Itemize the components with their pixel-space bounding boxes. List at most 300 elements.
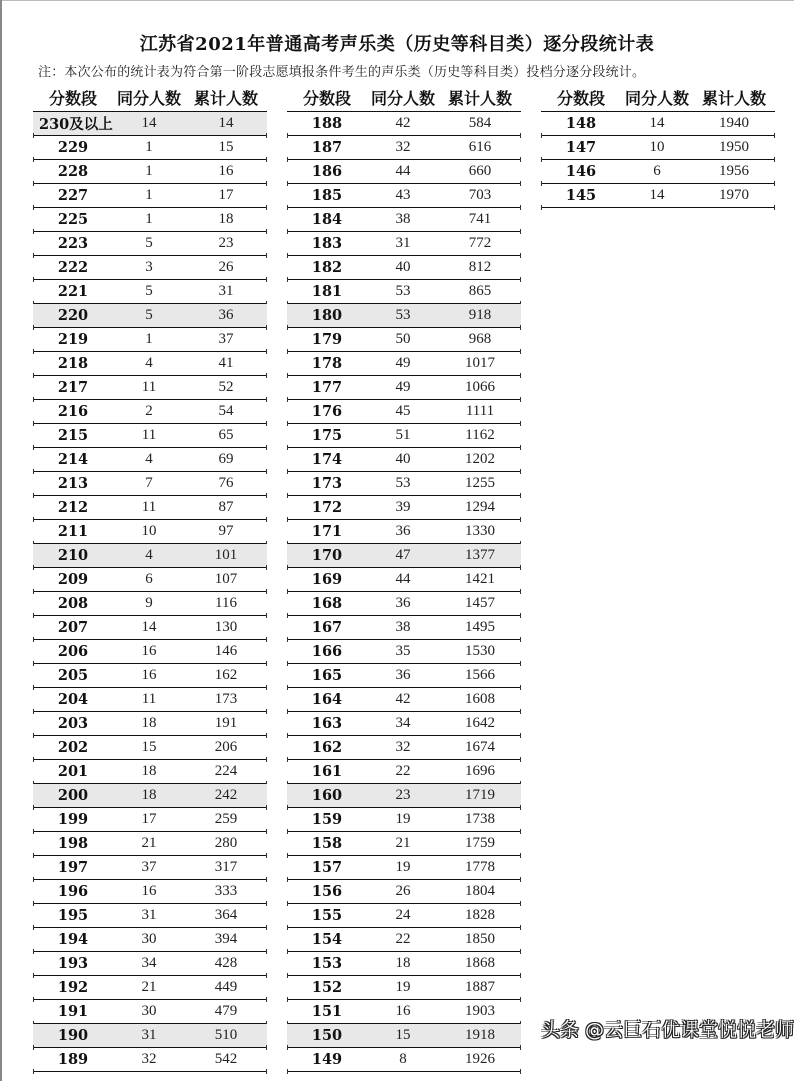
count-cell: 9 [145,595,153,611]
score-cell: 215 [57,427,89,444]
count-cell: 49 [395,379,411,395]
score-cell: 206 [57,643,89,660]
score-cell: 221 [57,283,89,300]
table-row [287,856,521,880]
score-cell: 182 [311,259,343,276]
count-cell: 36 [395,523,411,539]
cumulative-cell: 107 [214,571,238,587]
table-row [287,376,521,400]
count-cell: 15 [141,739,157,755]
cumulative-cell: 1719 [465,787,495,803]
count-cell: 30 [141,1003,157,1019]
count-cell: 49 [395,355,411,371]
count-cell: 32 [395,739,411,755]
table-row [287,880,521,904]
count-cell: 19 [395,979,411,995]
count-cell: 10 [649,139,665,155]
table-row [33,184,267,208]
count-cell: 40 [395,451,411,467]
count-cell: 18 [395,955,411,971]
score-cell: 163 [311,715,343,732]
count-cell: 36 [395,595,411,611]
count-cell: 1 [145,331,153,347]
cumulative-cell: 76 [218,475,234,491]
table-row [287,352,521,376]
table-row [33,568,267,592]
count-cell: 11 [141,427,157,443]
count-cell: 8 [399,1051,407,1067]
table-row [287,184,521,208]
score-cell: 168 [311,595,343,612]
score-cell: 199 [57,811,89,828]
score-cell: 180 [311,307,343,324]
count-cell: 21 [395,835,411,851]
cumulative-cell: 1421 [465,571,495,587]
cumulative-cell: 1903 [465,1003,495,1019]
count-cell: 2 [145,403,153,419]
table-row [33,160,267,184]
count-cell: 44 [395,571,411,587]
document-note: 注：本次公布的统计表为符合第一阶段志愿填报条件考生的声乐类（历史等科目类）投档分逐分段统计。 [38,65,646,80]
count-cell: 5 [145,283,153,299]
count-cell: 4 [145,355,153,371]
count-cell: 26 [395,883,411,899]
count-cell: 17 [141,811,157,827]
count-cell: 21 [141,979,157,995]
cumulative-cell: 36 [218,307,234,323]
count-cell: 23 [395,787,411,803]
score-cell: 169 [311,571,343,588]
count-cell: 3 [145,259,153,275]
cumulative-cell: 772 [468,235,492,251]
table-row [541,184,775,208]
score-cell: 161 [311,763,343,780]
table-row [33,472,267,496]
score-cell: 213 [57,475,89,492]
cumulative-cell: 1887 [465,979,495,995]
table-row [287,232,521,256]
score-cell: 218 [57,355,89,372]
cumulative-cell: 479 [214,1003,238,1019]
header-score: 分数段 [302,89,351,108]
header-count: 同分人数 [624,89,689,108]
count-cell: 16 [141,667,157,683]
count-cell: 42 [395,691,411,707]
count-cell: 36 [395,667,411,683]
cumulative-cell: 1940 [719,115,749,131]
count-cell: 30 [141,931,157,947]
table-row [287,712,521,736]
table-row [287,472,521,496]
score-cell: 146 [565,163,597,180]
cumulative-cell: 14 [218,115,234,131]
cumulative-cell: 703 [468,187,492,203]
score-cell: 167 [311,619,343,636]
cumulative-cell: 1608 [465,691,495,707]
table-row [33,592,267,616]
score-cell: 145 [565,187,597,204]
cumulative-cell: 812 [468,259,492,275]
table-row [33,256,267,280]
count-cell: 11 [141,379,157,395]
count-cell: 32 [395,139,411,155]
score-cell: 227 [57,187,89,204]
cumulative-cell: 191 [214,715,238,731]
cumulative-cell: 16 [218,163,234,179]
score-cell: 170 [311,547,343,564]
count-cell: 16 [395,1003,411,1019]
score-cell: 166 [311,643,343,660]
score-cell: 200 [57,787,89,804]
cumulative-cell: 333 [214,883,238,899]
cumulative-cell: 65 [218,427,234,443]
score-cell: 216 [57,403,89,420]
score-cell: 188 [311,115,343,132]
header-count: 同分人数 [370,89,435,108]
count-cell: 53 [395,475,411,491]
table-row [33,904,267,928]
score-cell: 174 [311,451,343,468]
cumulative-cell: 1111 [465,403,495,419]
table-row [33,208,267,232]
table-body [287,112,521,1072]
cumulative-cell: 542 [214,1051,238,1067]
score-cell: 204 [57,691,89,708]
table-row [33,232,267,256]
count-cell: 32 [141,1051,157,1067]
cumulative-cell: 1918 [465,1027,495,1043]
cumulative-cell: 54 [218,403,234,419]
score-cell: 217 [57,379,89,396]
score-cell: 201 [57,763,89,780]
table-row [287,280,521,304]
score-cell: 211 [57,523,89,540]
table-row [541,160,775,184]
table-row [287,568,521,592]
table-row [287,616,521,640]
score-cell: 220 [57,307,89,324]
count-cell: 6 [653,163,661,179]
cumulative-cell: 364 [214,907,238,923]
header-count: 同分人数 [116,89,181,108]
table-row [287,400,521,424]
table-row [33,328,267,352]
score-cell: 193 [57,955,89,972]
count-cell: 37 [141,859,157,875]
cumulative-cell: 1530 [465,643,495,659]
frame-top-border [0,0,794,1]
score-cell: 181 [311,283,343,300]
table-row [287,136,521,160]
table-row [541,136,775,160]
score-cell: 209 [57,571,89,588]
cumulative-cell: 1642 [465,715,495,731]
cumulative-cell: 660 [468,163,492,179]
count-cell: 50 [395,331,411,347]
score-cell: 190 [57,1027,89,1044]
cumulative-cell: 1202 [465,451,495,467]
cumulative-cell: 52 [218,379,234,395]
count-cell: 15 [395,1027,411,1043]
score-cell: 225 [57,211,89,228]
watermark: 头条 @云巨石优课堂悦悦老师 [541,1019,794,1041]
count-cell: 53 [395,283,411,299]
cumulative-cell: 741 [468,211,492,227]
count-cell: 51 [395,427,411,443]
score-cell: 230及以上 [39,116,113,133]
score-cell: 157 [311,859,343,876]
cumulative-cell: 162 [214,667,238,683]
cumulative-cell: 17 [218,187,234,203]
score-cell: 158 [311,835,343,852]
score-cell: 214 [57,451,89,468]
table-row [33,400,267,424]
score-cell: 152 [311,979,343,996]
table-row [33,808,267,832]
cumulative-cell: 87 [218,499,234,515]
count-cell: 16 [141,643,157,659]
cumulative-cell: 1017 [465,355,495,371]
cumulative-cell: 1738 [465,811,495,827]
score-cell: 205 [57,667,89,684]
score-cell: 173 [311,475,343,492]
cumulative-cell: 918 [468,307,492,323]
header-cumulative: 累计人数 [701,89,766,108]
cumulative-cell: 130 [214,619,238,635]
count-cell: 40 [395,259,411,275]
score-cell: 210 [57,547,89,564]
cumulative-cell: 449 [214,979,238,995]
table-row [287,1000,521,1024]
table-row [33,640,267,664]
cumulative-cell: 69 [218,451,234,467]
table-row [287,328,521,352]
cumulative-cell: 1759 [465,835,495,851]
count-cell: 14 [141,115,157,131]
header-cumulative: 累计人数 [193,89,258,108]
cumulative-cell: 1926 [465,1051,495,1067]
score-cell: 189 [57,1051,89,1068]
header-score: 分数段 [556,89,605,108]
count-cell: 4 [145,451,153,467]
cumulative-cell: 97 [218,523,234,539]
count-cell: 42 [395,115,411,131]
score-cell: 198 [57,835,89,852]
table-row [33,760,267,784]
cumulative-cell: 173 [214,691,238,707]
count-cell: 21 [141,835,157,851]
count-cell: 16 [141,883,157,899]
table-row [33,136,267,160]
cumulative-cell: 242 [214,787,238,803]
score-table-3 [541,84,775,208]
count-cell: 31 [141,907,157,923]
table-row [287,760,521,784]
table-row [33,1000,267,1024]
score-cell: 149 [311,1051,343,1068]
count-cell: 1 [145,187,153,203]
table-row [33,712,267,736]
cumulative-cell: 510 [214,1027,238,1043]
score-cell: 151 [311,1003,343,1020]
count-cell: 18 [141,763,157,779]
table-header [33,84,267,112]
score-cell: 150 [311,1027,343,1044]
count-cell: 53 [395,307,411,323]
cumulative-cell: 1868 [465,955,495,971]
score-cell: 191 [57,1003,89,1020]
score-cell: 207 [57,619,89,636]
table-row [287,544,521,568]
table-row [33,736,267,760]
score-cell: 196 [57,883,89,900]
count-cell: 18 [141,715,157,731]
table-row [33,952,267,976]
score-cell: 162 [311,739,343,756]
table-row [287,520,521,544]
cumulative-cell: 1696 [465,763,495,779]
table-row [287,208,521,232]
count-cell: 1 [145,139,153,155]
score-cell: 178 [311,355,343,372]
header-score: 分数段 [48,89,97,108]
cumulative-cell: 1956 [719,163,749,179]
cumulative-cell: 18 [218,211,234,227]
cumulative-cell: 1162 [465,427,495,443]
table-row [33,856,267,880]
table-row [287,688,521,712]
cumulative-cell: 259 [214,811,238,827]
score-cell: 154 [311,931,343,948]
score-cell: 197 [57,859,89,876]
count-cell: 6 [145,571,153,587]
table-row [287,1048,521,1072]
cumulative-cell: 1828 [465,907,495,923]
count-cell: 14 [141,619,157,635]
cumulative-cell: 1377 [465,547,495,563]
table-row [287,256,521,280]
score-cell: 183 [311,235,343,252]
table-row [33,784,267,808]
count-cell: 45 [395,403,411,419]
table-row [33,880,267,904]
count-cell: 11 [141,691,157,707]
count-cell: 4 [145,547,153,563]
cumulative-cell: 101 [214,547,238,563]
table-row [541,112,775,136]
cumulative-cell: 26 [218,259,234,275]
cumulative-cell: 865 [468,283,492,299]
count-cell: 34 [395,715,411,731]
count-cell: 22 [395,763,411,779]
cumulative-cell: 206 [214,739,238,755]
table-row [287,304,521,328]
cumulative-cell: 224 [214,763,238,779]
score-cell: 148 [565,115,597,132]
score-cell: 219 [57,331,89,348]
cumulative-cell: 41 [218,355,234,371]
table-row [287,496,521,520]
table-row [33,448,267,472]
count-cell: 31 [141,1027,157,1043]
count-cell: 7 [145,475,153,491]
table-row [33,424,267,448]
score-cell: 222 [57,259,89,276]
table-row [33,112,267,136]
table-body [33,112,267,1072]
table-row [287,832,521,856]
table-row [33,376,267,400]
table-row [287,640,521,664]
table-row [33,304,267,328]
cumulative-cell: 616 [468,139,492,155]
table-row [287,664,521,688]
table-row [287,424,521,448]
table-row [33,976,267,1000]
count-cell: 31 [395,235,411,251]
cumulative-cell: 968 [468,331,492,347]
table-row [287,736,521,760]
count-cell: 35 [395,643,411,659]
count-cell: 43 [395,187,411,203]
cumulative-cell: 1066 [465,379,495,395]
cumulative-cell: 23 [218,235,234,251]
table-row [287,784,521,808]
score-cell: 155 [311,907,343,924]
table-row [287,928,521,952]
count-cell: 5 [145,235,153,251]
cumulative-cell: 1804 [465,883,495,899]
cumulative-cell: 1778 [465,859,495,875]
table-row [287,160,521,184]
table-row [287,1024,521,1048]
count-cell: 19 [395,859,411,875]
score-cell: 186 [311,163,343,180]
count-cell: 19 [395,811,411,827]
score-cell: 171 [311,523,343,540]
count-cell: 14 [649,187,665,203]
table-row [33,544,267,568]
count-cell: 5 [145,307,153,323]
table-body [541,112,775,208]
score-cell: 194 [57,931,89,948]
score-cell: 175 [311,427,343,444]
cumulative-cell: 31 [218,283,234,299]
score-cell: 202 [57,739,89,756]
cumulative-cell: 1255 [465,475,495,491]
score-cell: 147 [565,139,597,156]
table-header [287,84,521,112]
cumulative-cell: 1457 [465,595,495,611]
table-row [33,832,267,856]
cumulative-cell: 146 [214,643,238,659]
frame-left-border [0,0,2,1081]
table-row [287,112,521,136]
score-cell: 164 [311,691,343,708]
score-table-1 [33,84,267,1072]
score-cell: 153 [311,955,343,972]
count-cell: 1 [145,211,153,227]
table-row [287,904,521,928]
count-cell: 11 [141,499,157,515]
score-cell: 177 [311,379,343,396]
cumulative-cell: 1950 [719,139,749,155]
table-row [287,808,521,832]
score-cell: 195 [57,907,89,924]
cumulative-cell: 1495 [465,619,495,635]
score-cell: 172 [311,499,343,516]
count-cell: 39 [395,499,411,515]
